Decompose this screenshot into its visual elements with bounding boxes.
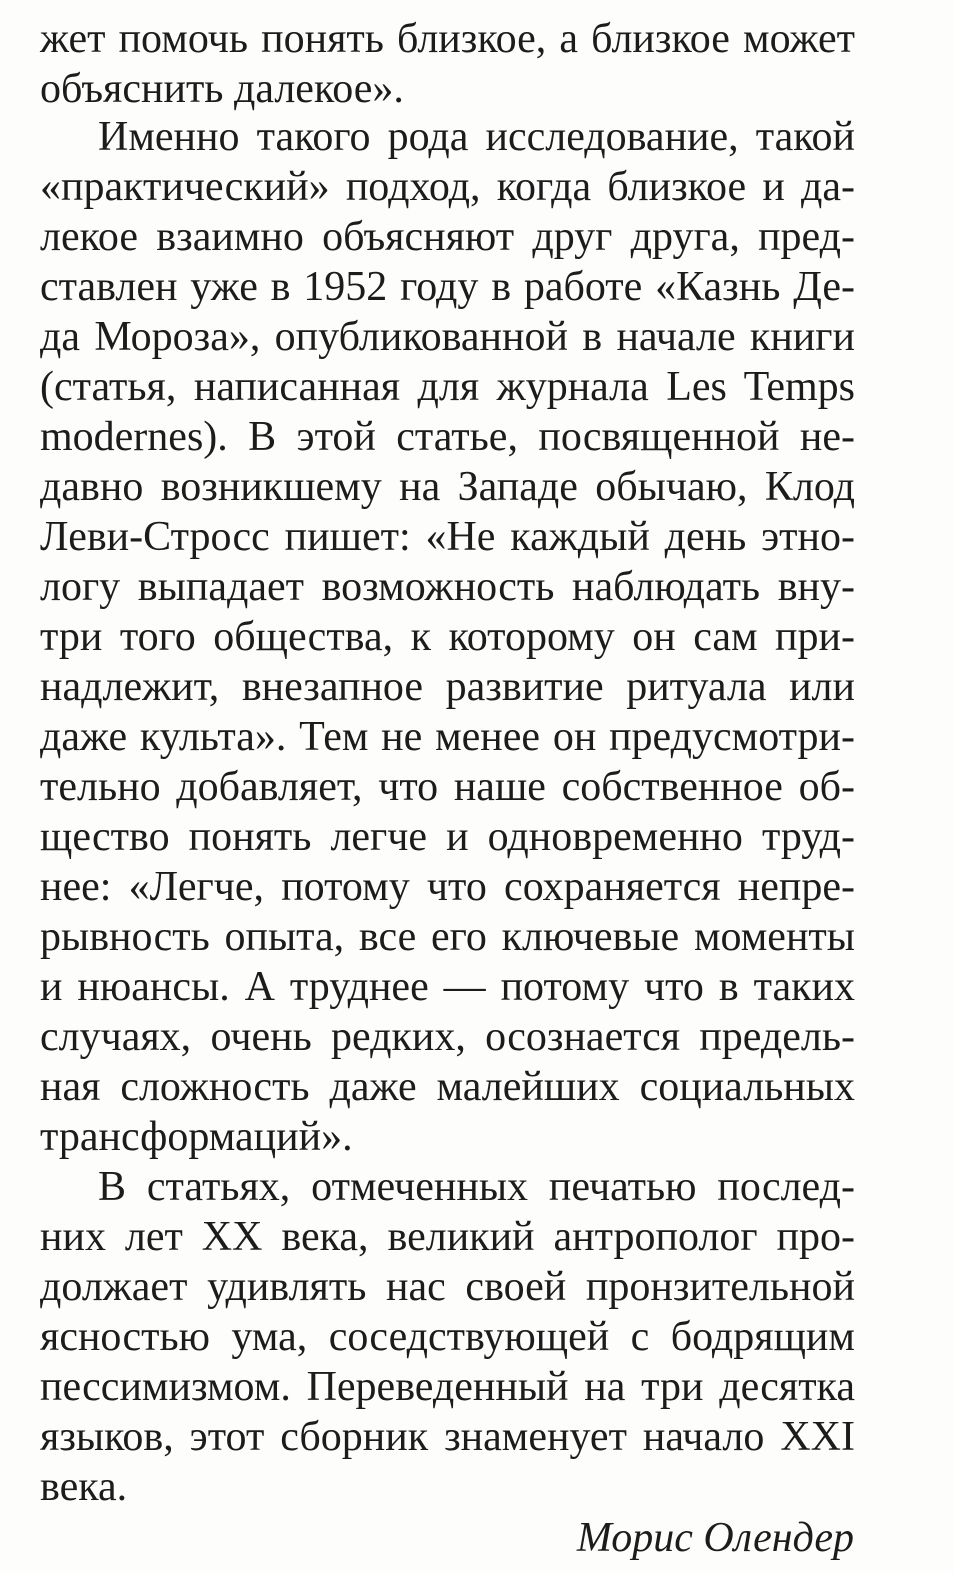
text-line: тельно добавляет, что наше собственное об- <box>40 764 855 810</box>
text-line: ясностью ума, соседствующей с бодрящим <box>40 1314 855 1360</box>
author-signature: Морис Олендер <box>576 1515 854 1561</box>
text-line: пессимизмом. Переведенный на три десятка <box>40 1364 855 1410</box>
text-line: логу выпадает возможность наблюдать вну- <box>40 564 855 610</box>
text-line: трансформаций». <box>40 1114 353 1160</box>
text-line: рывность опыта, все его ключевые моменты <box>40 914 855 960</box>
paragraph-pere-noel <box>40 112 855 1162</box>
text-line: нее: «Легче, потому что сохраняется непре- <box>40 864 855 910</box>
paragraph-continuation <box>40 14 855 114</box>
text-line: должает удивлять нас своей пронзительной <box>40 1264 855 1310</box>
text-line: языков, этот сборник знаменует начало XXI <box>40 1414 855 1460</box>
text-line: Леви-Стросс пишет: «Не каждый день этно- <box>40 514 855 560</box>
text-line: них лет XX века, великий антрополог про- <box>40 1214 855 1260</box>
text-line: три того общества, к которому он сам при- <box>40 614 855 660</box>
text-line: давно возникшему на Западе обычаю, Клод <box>40 464 855 510</box>
text-line: объяснить далекое». <box>40 66 404 112</box>
text-line: ставлен уже в 1952 году в работе «Казнь Де- <box>40 264 855 310</box>
paragraph-conclusion <box>40 1162 855 1512</box>
text-line: века. <box>40 1464 128 1510</box>
text-line: лекое взаимно объясняют друг друга, пред- <box>40 214 855 260</box>
text-line: modernes). В этой статье, посвященной не- <box>40 414 855 460</box>
text-line: щество понять легче и одновременно труд- <box>40 814 855 860</box>
text-line: (статья, написанная для журнала Les Temps <box>40 364 855 410</box>
text-line: В статьях, отмеченных печатью послед- <box>98 1164 855 1210</box>
text-line: даже культа». Тем не менее он предусмотри- <box>40 714 855 760</box>
text-line: случаях, очень редких, осознается предель- <box>40 1014 855 1060</box>
text-line: ная сложность даже малейших социальных <box>40 1064 855 1110</box>
text-line: «практический» подход, когда близкое и да- <box>40 164 855 210</box>
text-line: Именно такого рода исследование, такой <box>98 114 855 160</box>
text-line: жет помочь понять близкое, а близкое может <box>40 16 855 62</box>
text-line: и нюансы. А труднее — потому что в таких <box>40 964 855 1010</box>
text-line: да Мороза», опубликованной в начале книги <box>40 314 855 360</box>
text-line: надлежит, внезапное развитие ритуала или <box>40 664 855 710</box>
